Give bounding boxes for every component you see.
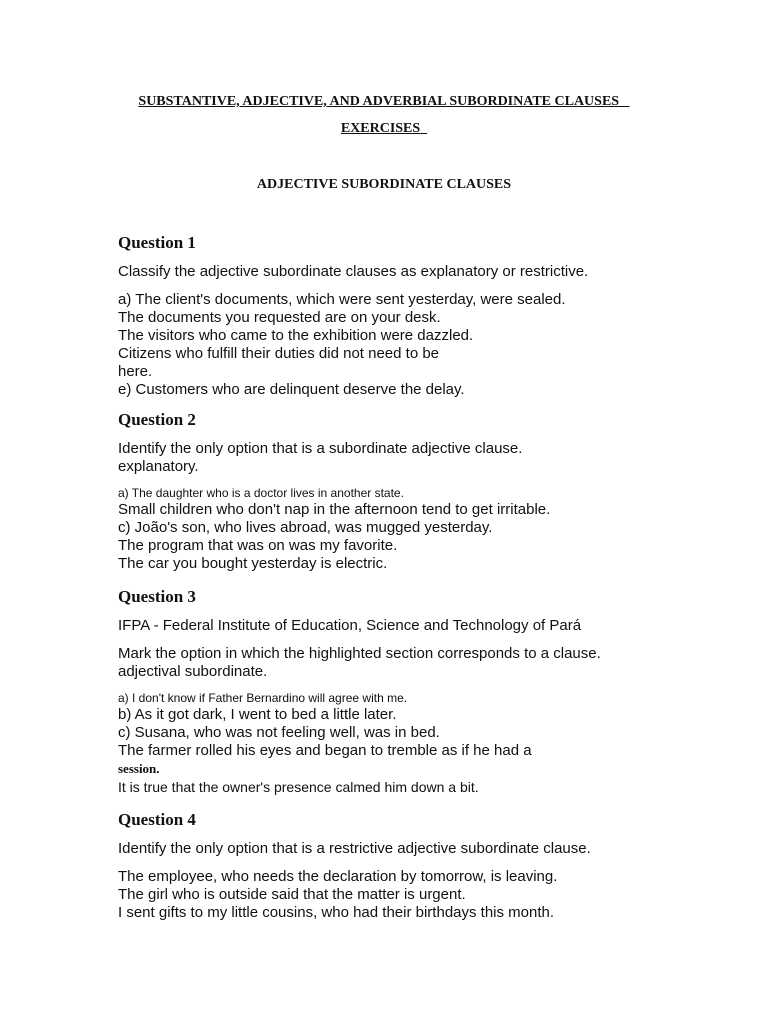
answer-line: Small children who don't nap in the afternoon tend to get irritable. [118, 501, 551, 518]
question-3 [118, 587, 738, 796]
question-heading: Question 3 [118, 587, 196, 606]
answer-line: a) The daughter who is a doctor lives in another state. [118, 486, 404, 500]
question-prompt: Identify the only option that is a subordinate adjective clause. [118, 440, 523, 457]
answer-line: a) I don't know if Father Bernardino will agree with me. [118, 691, 408, 705]
question-heading: Question 4 [118, 810, 196, 829]
question-heading: Question 1 [118, 233, 196, 252]
answer-line: The documents you requested are on your desk. [118, 309, 441, 326]
question-heading: Question 2 [118, 410, 196, 429]
answer-line: a) The client's documents, which were sent yesterday, were sealed. [118, 291, 566, 308]
answer-line: here. [118, 363, 153, 380]
document-subtitle-text: EXERCISES [340, 121, 421, 136]
question-prompt: Identify the only option that is a restrictive adjective subordinate clause. [118, 840, 591, 857]
question-source: IFPA - Federal Institute of Education, Science and Technology of Pará [118, 617, 582, 634]
question-2 [118, 410, 738, 573]
answer-line: e) Customers who are delinquent deserve the delay. [118, 381, 465, 398]
question-prompt: Mark the option in which the highlighted section corresponds to a clause. [118, 645, 601, 662]
question-1 [118, 233, 738, 399]
answer-line: The employee, who needs the declaration by tomorrow, is leaving. [118, 868, 558, 885]
answer-line: It is true that the owner's presence calmed him down a bit. [118, 779, 479, 795]
answer-line: The program that was on was my favorite. [118, 537, 398, 554]
answer-line: I sent gifts to my little cousins, who had their birthdays this month. [118, 904, 555, 921]
answer-line: The girl who is outside said that the matter is urgent. [118, 886, 466, 903]
section-title: ADJECTIVE SUBORDINATE CLAUSES [256, 177, 512, 192]
document-title-text: SUBSTANTIVE, ADJECTIVE, AND ADVERBIAL SUBORDINATE CLAUSES [138, 94, 620, 109]
question-4 [118, 810, 738, 922]
document-subtitle-trail [420, 121, 427, 136]
answer-line: Citizens who fulfill their duties did not need to be [118, 345, 440, 362]
answer-line: The car you bought yesterday is electric. [118, 555, 388, 572]
answer-line: session. [118, 761, 160, 776]
answer-line: c) Susana, who was not feeling well, was in bed. [118, 724, 440, 741]
answer-line: The farmer rolled his eyes and began to tremble as if he had a [118, 742, 532, 759]
document-subtitle [0, 121, 768, 137]
document-title-trail [619, 94, 630, 109]
document-title [0, 94, 768, 110]
question-prompt: adjectival subordinate. [118, 663, 268, 680]
answer-line: The visitors who came to the exhibition were dazzled. [118, 327, 474, 344]
question-prompt: Classify the adjective subordinate clauses as explanatory or restrictive. [118, 263, 589, 280]
question-prompt: explanatory. [118, 458, 199, 475]
answer-line: c) João's son, who lives abroad, was mugged yesterday. [118, 519, 493, 536]
answer-line: b) As it got dark, I went to bed a little later. [118, 706, 397, 723]
